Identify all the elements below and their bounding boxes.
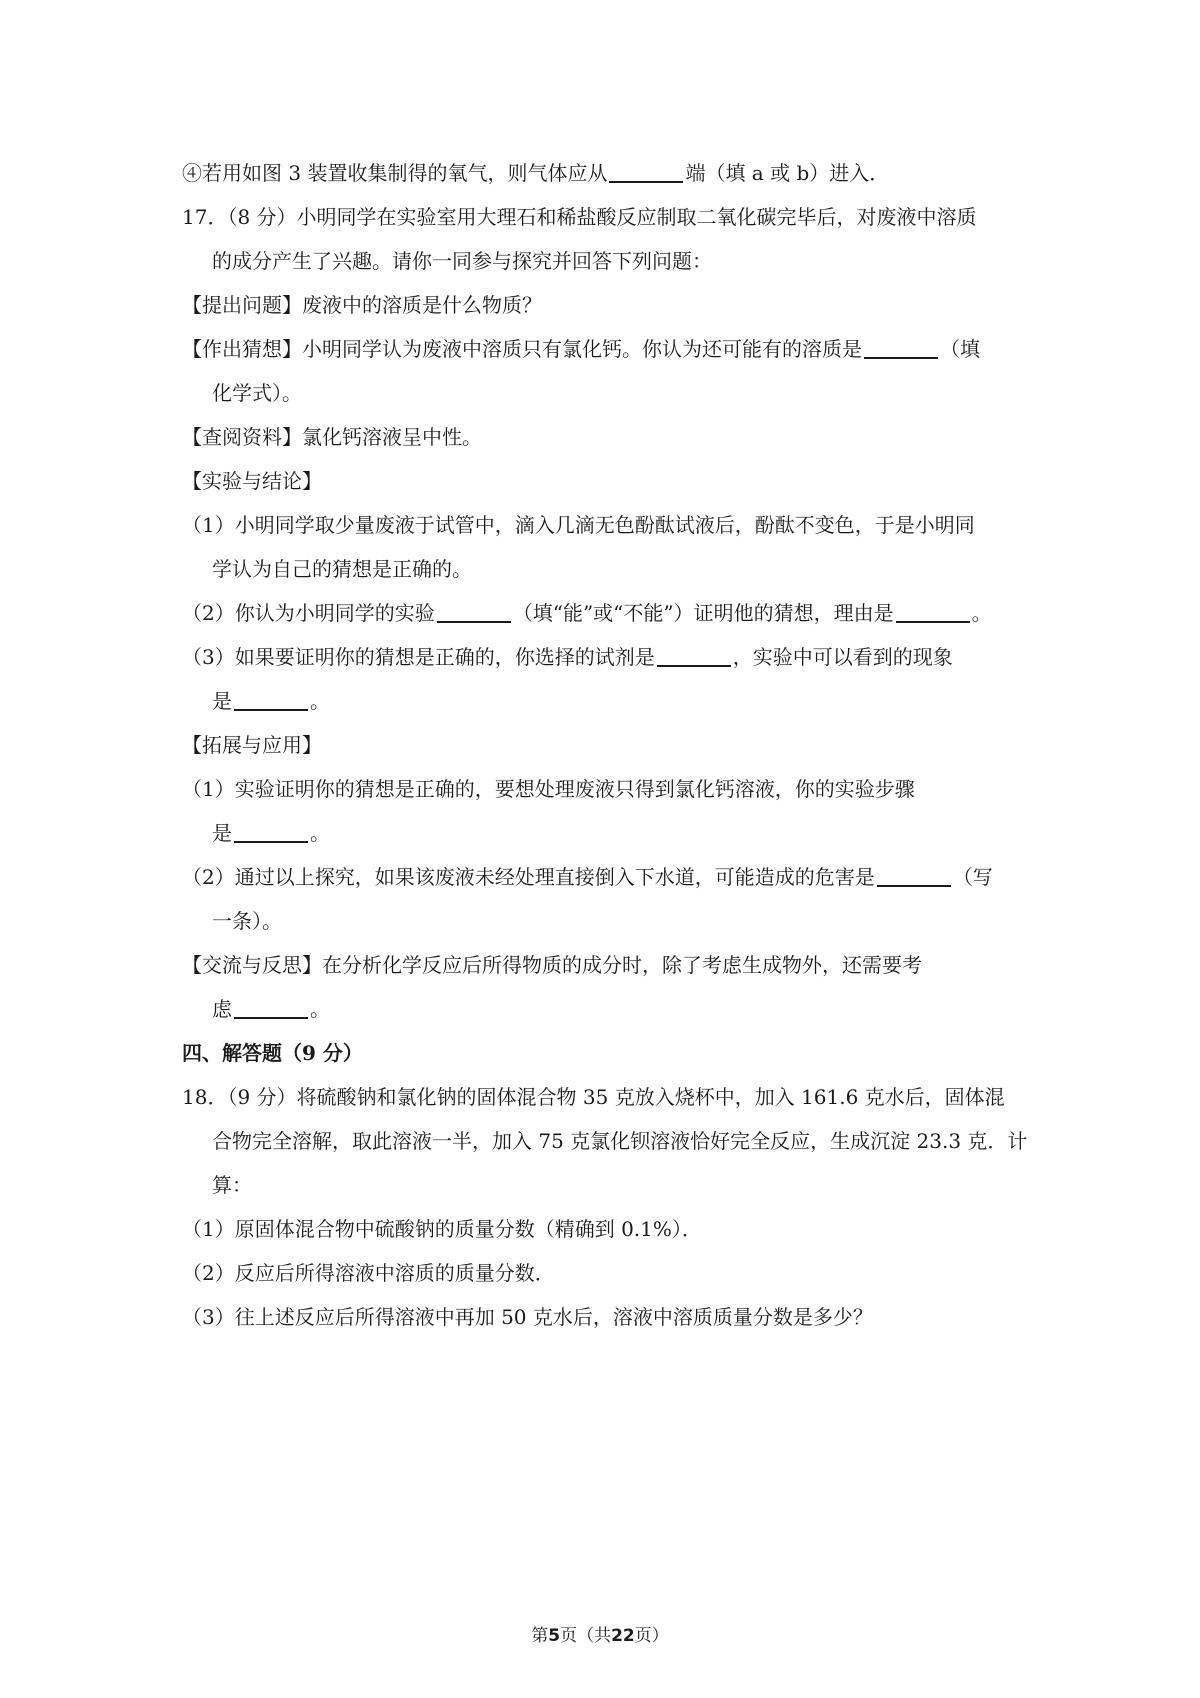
q17-ext-2: （2）通过以上探究，如果该废液未经处理直接倒入下水道，可能造成的危害是 （写 — [182, 865, 993, 889]
q17-extension-heading: 【拓展与应用】 — [182, 733, 322, 757]
q17-exp-3-cont: 是 。 — [212, 689, 330, 713]
q18-stem-line1: 18．（9 分）将硫酸钠和氯化钠的固体混合物 35 克放入烧杯中，加入 161.6 克水后，固体混 — [182, 1085, 1005, 1109]
q17-ext-2-cont: 一条）。 — [212, 909, 282, 933]
section-heading: 四、解答题（9 分） — [182, 1041, 363, 1065]
answer-blank[interactable] — [234, 689, 308, 711]
q17-experiment-heading: 【实验与结论】 — [182, 469, 322, 493]
q17-stem-line2: 的成分产生了兴趣。请你一同参与探究并回答下列问题： — [212, 249, 712, 273]
q17-reference: 【查阅资料】氯化钙溶液呈中性。 — [182, 425, 482, 449]
answer-blank[interactable] — [234, 821, 308, 843]
answer-blank[interactable] — [234, 997, 308, 1019]
q17-raise-question: 【提出问题】废液中的溶质是什么物质？ — [182, 293, 542, 317]
q17-exp-3: （3）如果要证明你的猜想是正确的，你选择的试剂是 ，实验中可以看到的现象 — [182, 645, 953, 669]
answer-blank[interactable] — [437, 601, 511, 623]
q18-sub-2: （2）反应后所得溶液中溶质的质量分数． — [182, 1261, 555, 1285]
q17-reflection: 【交流与反思】在分析化学反应后所得物质的成分时，除了考虑生成物外，还需要考 — [182, 953, 922, 977]
answer-blank[interactable] — [877, 865, 951, 887]
answer-blank[interactable] — [609, 161, 683, 183]
q17-exp-2: （2）你认为小明同学的实验 （填“能”或“不能”）证明他的猜想，理由是 。 — [182, 601, 992, 625]
page-footer: 第5页（共22页） — [531, 1626, 669, 1646]
q17-hypothesis-cont: 化学式）。 — [212, 381, 302, 405]
answer-blank[interactable] — [896, 601, 970, 623]
q18-stem-line3: 算： — [212, 1173, 252, 1197]
q17-ext-1-cont: 是 。 — [212, 821, 330, 845]
page-total: 22 — [611, 1626, 635, 1646]
q18-sub-1: （1）原固体混合物中硫酸钠的质量分数（精确到 0.1%）． — [182, 1217, 702, 1241]
q17-hypothesis: 【作出猜想】小明同学认为废液中溶质只有氯化钙。你认为还可能有的溶质是 （填 — [182, 337, 980, 361]
answer-blank[interactable] — [657, 645, 731, 667]
q17-reflection-cont: 虑 。 — [212, 997, 330, 1021]
answer-blank[interactable] — [864, 337, 938, 359]
q17-exp-1: （1）小明同学取少量废液于试管中，滴入几滴无色酚酞试液后，酚酞不变色，于是小明同 — [182, 513, 975, 537]
q18-stem-line2: 合物完全溶解，取此溶液一半，加入 75 克氯化钡溶液恰好完全反应，生成沉淀 23.3 克．计 — [212, 1129, 1028, 1153]
q18-sub-3: （3）往上述反应后所得溶液中再加 50 克水后，溶液中溶质质量分数是多少？ — [182, 1305, 873, 1329]
q17-stem-line1: 17．（8 分）小明同学在实验室用大理石和稀盐酸反应制取二氧化碳完毕后，对废液中溶质 — [182, 205, 977, 229]
page-number: 5 — [548, 1626, 561, 1646]
q17-exp-1-cont: 学认为自己的猜想是正确的。 — [212, 557, 472, 581]
q16-item4: ④若用如图 3 装置收集制得的氧气，则气体应从 端（填 a 或 b）进入． — [182, 161, 890, 185]
q17-ext-1: （1）实验证明你的猜想是正确的，要想处理废液只得到氯化钙溶液，你的实验步骤 — [182, 777, 915, 801]
